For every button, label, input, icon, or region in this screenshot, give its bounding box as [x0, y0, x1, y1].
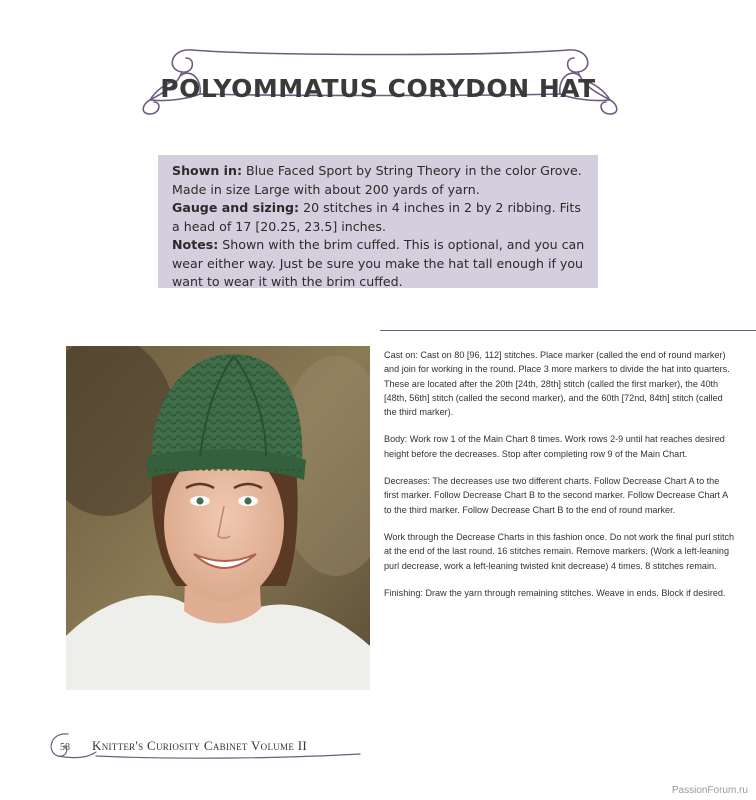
page-title: POLYOMMATUS CORYDON HAT — [160, 74, 596, 103]
shown-in-label: Shown in: — [172, 163, 242, 178]
notes-label: Notes: — [172, 237, 219, 252]
instruction-decrease-charts: Work through the Decrease Charts in this fashion once. Do not work the final purl stitch at the end of the last round. 16 stitches remain. Remove markers. (Work a left-leaning purl decrease, work a left-leaning twisted knit decrease) 4 times. 8 stitches remain. — [384, 531, 735, 571]
watermark: PassionForum.ru — [671, 785, 748, 796]
gauge-text: 20 stitches in 4 inches in 2 by 2 ribbing. Fits a head of 17 [20.25, 23.5] inches. — [172, 200, 581, 234]
page-number: 58 — [60, 742, 70, 753]
gauge-label: Gauge and sizing: — [172, 200, 300, 215]
notes-text: Shown with the brim cuffed. This is optional, and you can wear either way. Just be sure you make the hat tall enough if you want to wear it with the brim cuffed. — [172, 237, 585, 289]
model-hat-photo — [66, 346, 370, 690]
pattern-info-box — [158, 155, 598, 288]
section-divider — [380, 330, 756, 331]
instruction-decreases: Decreases: The decreases use two different charts. Follow Decrease Chart A to the first marker. Follow Decrease Chart B to the second marker. Follow Decrease Chart A to the third marker. Follow Decrease Chart B to the end of round marker. — [384, 476, 728, 515]
book-title: Knitter's Curiosity Cabinet Volume II — [92, 738, 307, 753]
instruction-finishing: Finishing: Draw the yarn through remaining stitches. Weave in ends. Block if desired. — [384, 587, 726, 598]
shown-in-text: Blue Faced Sport by String Theory in the color Grove. Made in size Large with about 200 yards of yarn. — [172, 163, 582, 197]
instruction-body: Body: Work row 1 of the Main Chart 8 times. Work rows 2-9 until hat reaches desired height before the decreases. Stop after completing row 9 of the Main Chart. — [384, 434, 725, 459]
pattern-instructions — [384, 348, 736, 613]
instruction-cast-on: Cast on: Cast on 80 [96, 112] stitches. Place marker (called the end of round marker) and join for working in the round. Place 3 more markers to divide the hat into quarters. These are located after the 20th [24th, 28th] stitch (called the first marker), the 40th [48th, 56th] stitch (called the second marker), and the 60th [72nd, 84th] stitch (called the third marker). — [384, 350, 730, 418]
